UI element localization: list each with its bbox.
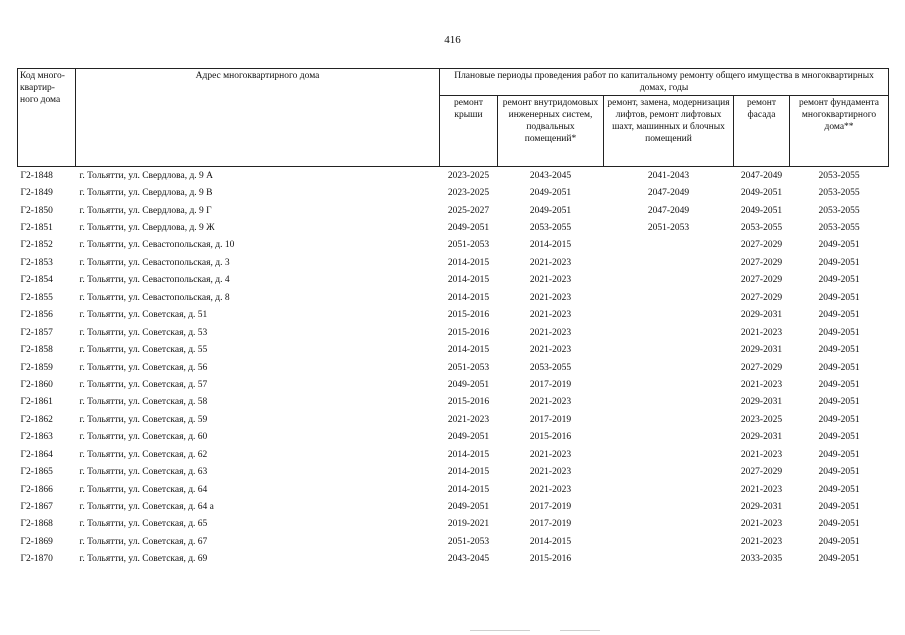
facade-period-cell: 2021-2023 (740, 327, 783, 338)
address-cell: г. Тольятти, ул. Советская, д. 63 (79, 467, 208, 478)
lifts-period-cell (604, 411, 734, 428)
lifts-period-cell (604, 289, 734, 306)
roof-period-cell: 2021-2023 (447, 414, 490, 425)
roof-column-header: ремонт крыши (440, 96, 498, 167)
foundation-period-cell: 2049-2051 (818, 484, 860, 495)
roof-period-cell: 2023-2025 (447, 188, 490, 199)
table-row (18, 167, 889, 185)
lifts-period-cell (604, 533, 734, 550)
foundation-period-cell: 2053-2055 (818, 223, 860, 234)
foundation-period-cell: 2049-2051 (818, 362, 860, 373)
lifts-period-cell: 2047-2049 (647, 205, 690, 216)
table-row (18, 411, 889, 428)
house-code-cell: Г2-1857 (20, 327, 53, 338)
facade-period-cell: 2021-2023 (740, 519, 783, 530)
facade-period-cell: 2029-2031 (740, 345, 783, 356)
address-cell: г. Тольятти, ул. Свердлова, д. 9 Ж (79, 223, 215, 234)
roof-period-cell: 2023-2025 (447, 170, 490, 181)
systems-period-cell: 2021-2023 (529, 327, 572, 338)
table-row (18, 219, 889, 236)
roof-period-cell: 2049-2051 (447, 432, 490, 443)
address-cell: г. Тольятти, ул. Советская, д. 69 (79, 554, 208, 565)
table-row (18, 237, 889, 254)
house-code-cell: Г2-1852 (20, 240, 53, 251)
facade-period-cell: 2029-2031 (740, 397, 783, 408)
lifts-period-cell (604, 516, 734, 533)
roof-period-cell: 2014-2015 (447, 257, 490, 268)
roof-period-cell: 2025-2027 (447, 205, 490, 216)
foundation-period-cell: 2049-2051 (818, 310, 860, 321)
systems-period-cell: 2021-2023 (529, 449, 572, 460)
facade-period-cell: 2027-2029 (740, 240, 783, 251)
table-row (18, 481, 889, 498)
table-row (18, 341, 889, 358)
roof-period-cell: 2051-2053 (447, 362, 490, 373)
lifts-period-cell (604, 307, 734, 324)
table-row (18, 272, 889, 289)
table-row (18, 307, 889, 324)
table-row (18, 254, 889, 271)
systems-column-header: ремонт внутридомовых инженерных систем, подвальных помещений* (498, 96, 604, 167)
systems-period-cell: 2014-2015 (529, 536, 572, 547)
systems-period-cell: 2021-2023 (529, 484, 572, 495)
foundation-period-cell: 2049-2051 (818, 327, 860, 338)
address-cell: г. Тольятти, ул. Советская, д. 58 (79, 397, 208, 408)
foundation-period-cell: 2049-2051 (818, 379, 860, 390)
lifts-period-cell (604, 341, 734, 358)
systems-period-cell: 2021-2023 (529, 310, 572, 321)
foundation-period-cell: 2049-2051 (818, 449, 860, 460)
facade-period-cell: 2027-2029 (740, 275, 783, 286)
systems-period-cell: 2017-2019 (529, 379, 572, 390)
foundation-period-cell: 2049-2051 (818, 502, 860, 513)
foundation-period-cell: 2049-2051 (818, 519, 860, 530)
foundation-period-cell: 2049-2051 (818, 414, 860, 425)
lifts-period-cell (604, 463, 734, 480)
table-row (18, 533, 889, 550)
roof-period-cell: 2049-2051 (447, 502, 490, 513)
facade-period-cell: 2049-2051 (740, 205, 783, 216)
facade-period-cell: 2021-2023 (740, 379, 783, 390)
house-code-cell: Г2-1859 (20, 362, 53, 373)
address-cell: г. Тольятти, ул. Севастопольская, д. 8 (79, 292, 230, 303)
systems-period-cell: 2015-2016 (529, 554, 572, 565)
systems-period-cell: 2021-2023 (529, 257, 572, 268)
house-code-cell: Г2-1862 (20, 414, 53, 425)
address-cell: г. Тольятти, ул. Севастопольская, д. 4 (79, 275, 230, 286)
planned-periods-header: Плановые периоды проведения работ по капитальному ремонту общего имущества в многоквартирных домах, годы (440, 69, 889, 96)
roof-period-cell: 2014-2015 (447, 449, 490, 460)
lifts-period-cell (604, 359, 734, 376)
foundation-period-cell: 2049-2051 (818, 292, 860, 303)
address-cell: г. Тольятти, ул. Советская, д. 64 а (79, 502, 214, 513)
table-row (18, 289, 889, 306)
address-cell: г. Тольятти, ул. Советская, д. 51 (79, 310, 208, 321)
foundation-period-cell: 2049-2051 (818, 257, 860, 268)
table-header (18, 69, 889, 167)
house-code-cell: Г2-1863 (20, 432, 53, 443)
house-code-cell: Г2-1855 (20, 292, 53, 303)
address-cell: г. Тольятти, ул. Советская, д. 60 (79, 432, 208, 443)
house-code-cell: Г2-1848 (20, 170, 53, 181)
table-row (18, 463, 889, 480)
facade-period-cell: 2021-2023 (740, 484, 783, 495)
foundation-period-cell: 2049-2051 (818, 240, 860, 251)
facade-period-cell: 2029-2031 (740, 432, 783, 443)
address-cell: г. Тольятти, ул. Советская, д. 65 (79, 519, 208, 530)
house-code-cell: Г2-1854 (20, 275, 53, 286)
facade-period-cell: 2027-2029 (740, 362, 783, 373)
house-code-cell: Г2-1856 (20, 310, 53, 321)
lifts-period-cell: 2047-2049 (647, 188, 690, 199)
address-column-header: Адрес многоквартирного дома (76, 69, 440, 167)
house-code-cell: Г2-1861 (20, 397, 53, 408)
facade-period-cell: 2021-2023 (740, 536, 783, 547)
house-code-cell: Г2-1870 (20, 554, 53, 565)
lifts-period-cell (604, 324, 734, 341)
systems-period-cell: 2053-2055 (529, 223, 572, 234)
lifts-period-cell (604, 272, 734, 289)
roof-period-cell: 2015-2016 (447, 327, 490, 338)
systems-period-cell: 2017-2019 (529, 519, 572, 530)
foundation-period-cell: 2053-2055 (818, 188, 860, 199)
foundation-period-cell: 2049-2051 (818, 536, 860, 547)
lifts-period-cell (604, 446, 734, 463)
roof-period-cell: 2049-2051 (447, 379, 490, 390)
systems-period-cell: 2021-2023 (529, 275, 572, 286)
address-cell: г. Тольятти, ул. Советская, д. 57 (79, 379, 208, 390)
page-number: 416 (444, 34, 461, 46)
facade-period-cell: 2047-2049 (740, 170, 783, 181)
house-code-cell: Г2-1868 (20, 519, 53, 530)
systems-period-cell: 2015-2016 (529, 432, 572, 443)
foundation-period-cell: 2049-2051 (818, 275, 860, 286)
roof-period-cell: 2015-2016 (447, 397, 490, 408)
house-code-cell: Г2-1849 (20, 188, 53, 199)
lifts-period-cell (604, 481, 734, 498)
table-body (18, 167, 889, 569)
address-cell: г. Тольятти, ул. Советская, д. 67 (79, 536, 208, 547)
systems-period-cell: 2021-2023 (529, 467, 572, 478)
table-row (18, 446, 889, 463)
roof-period-cell: 2051-2053 (447, 240, 490, 251)
scan-artifact (560, 630, 600, 631)
house-code-cell: Г2-1853 (20, 257, 53, 268)
address-cell: г. Тольятти, ул. Советская, д. 55 (79, 345, 208, 356)
house-code-cell: Г2-1867 (20, 502, 53, 513)
address-cell: г. Тольятти, ул. Советская, д. 62 (79, 449, 208, 460)
lifts-period-cell (604, 551, 734, 568)
facade-period-cell: 2027-2029 (740, 467, 783, 478)
foundation-period-cell: 2049-2051 (818, 467, 860, 478)
address-cell: г. Тольятти, ул. Советская, д. 59 (79, 414, 208, 425)
roof-period-cell: 2014-2015 (447, 345, 490, 356)
table-row (18, 551, 889, 568)
systems-period-cell: 2049-2051 (529, 205, 572, 216)
house-code-cell: Г2-1860 (20, 379, 53, 390)
code-column-header: Код много-квартир-ного дома (18, 69, 76, 167)
roof-period-cell: 2014-2015 (447, 292, 490, 303)
lifts-period-cell (604, 498, 734, 515)
systems-period-cell: 2017-2019 (529, 414, 572, 425)
table-row (18, 324, 889, 341)
address-cell: г. Тольятти, ул. Советская, д. 56 (79, 362, 208, 373)
roof-period-cell: 2051-2053 (447, 536, 490, 547)
address-cell: г. Тольятти, ул. Свердлова, д. 9 В (79, 188, 213, 199)
address-cell: г. Тольятти, ул. Свердлова, д. 9 Г (79, 205, 212, 216)
lifts-period-cell (604, 376, 734, 393)
roof-period-cell: 2015-2016 (447, 310, 490, 321)
roof-period-cell: 2043-2045 (447, 554, 490, 565)
address-cell: г. Тольятти, ул. Севастопольская, д. 10 (79, 240, 235, 251)
capital-repair-schedule-table (17, 68, 889, 568)
house-code-cell: Г2-1850 (20, 205, 53, 216)
systems-period-cell: 2021-2023 (529, 345, 572, 356)
table-row (18, 202, 889, 219)
lifts-period-cell: 2041-2043 (647, 170, 690, 181)
facade-period-cell: 2021-2023 (740, 449, 783, 460)
roof-period-cell: 2049-2051 (447, 223, 490, 234)
address-cell: г. Тольятти, ул. Советская, д. 53 (79, 327, 208, 338)
scan-artifact (470, 630, 530, 631)
house-code-cell: Г2-1869 (20, 536, 53, 547)
roof-period-cell: 2014-2015 (447, 275, 490, 286)
foundation-period-cell: 2049-2051 (818, 345, 860, 356)
house-code-cell: Г2-1851 (20, 223, 53, 234)
systems-period-cell: 2053-2055 (529, 362, 572, 373)
house-code-cell: Г2-1866 (20, 484, 53, 495)
systems-period-cell: 2021-2023 (529, 292, 572, 303)
address-cell: г. Тольятти, ул. Советская, д. 64 (79, 484, 208, 495)
house-code-cell: Г2-1858 (20, 345, 53, 356)
house-code-cell: Г2-1864 (20, 449, 53, 460)
address-cell: г. Тольятти, ул. Свердлова, д. 9 А (79, 170, 214, 181)
table-row (18, 359, 889, 376)
facade-period-cell: 2029-2031 (740, 310, 783, 321)
roof-period-cell: 2014-2015 (447, 467, 490, 478)
systems-period-cell: 2043-2045 (529, 170, 572, 181)
house-code-cell: Г2-1865 (20, 467, 53, 478)
foundation-column-header: ремонт фундамента многоквартирного дома** (790, 96, 889, 167)
table-row (18, 184, 889, 201)
facade-period-cell: 2023-2025 (740, 414, 783, 425)
lifts-period-cell (604, 394, 734, 411)
address-cell: г. Тольятти, ул. Севастопольская, д. 3 (79, 257, 230, 268)
foundation-period-cell: 2049-2051 (818, 432, 860, 443)
table-row (18, 376, 889, 393)
facade-period-cell: 2053-2055 (740, 223, 783, 234)
foundation-period-cell: 2053-2055 (818, 170, 860, 181)
table-row (18, 516, 889, 533)
table-row (18, 394, 889, 411)
lifts-period-cell (604, 429, 734, 446)
foundation-period-cell: 2053-2055 (818, 205, 860, 216)
systems-period-cell: 2021-2023 (529, 397, 572, 408)
facade-period-cell: 2027-2029 (740, 257, 783, 268)
foundation-period-cell: 2049-2051 (818, 397, 860, 408)
table-row (18, 498, 889, 515)
systems-period-cell: 2017-2019 (529, 502, 572, 513)
lifts-period-cell (604, 254, 734, 271)
lifts-column-header: ремонт, замена, модернизация лифтов, ремонт лифтовых шахт, машинных и блочных помещений (604, 96, 734, 167)
table-row (18, 429, 889, 446)
facade-period-cell: 2027-2029 (740, 292, 783, 303)
facade-period-cell: 2033-2035 (740, 554, 783, 565)
systems-period-cell: 2014-2015 (529, 240, 572, 251)
foundation-period-cell: 2049-2051 (818, 554, 860, 565)
roof-period-cell: 2014-2015 (447, 484, 490, 495)
lifts-period-cell: 2051-2053 (647, 223, 690, 234)
facade-period-cell: 2049-2051 (740, 188, 783, 199)
roof-period-cell: 2019-2021 (447, 519, 490, 530)
facade-column-header: ремонт фасада (734, 96, 790, 167)
lifts-period-cell (604, 237, 734, 254)
facade-period-cell: 2029-2031 (740, 502, 783, 513)
systems-period-cell: 2049-2051 (529, 188, 572, 199)
